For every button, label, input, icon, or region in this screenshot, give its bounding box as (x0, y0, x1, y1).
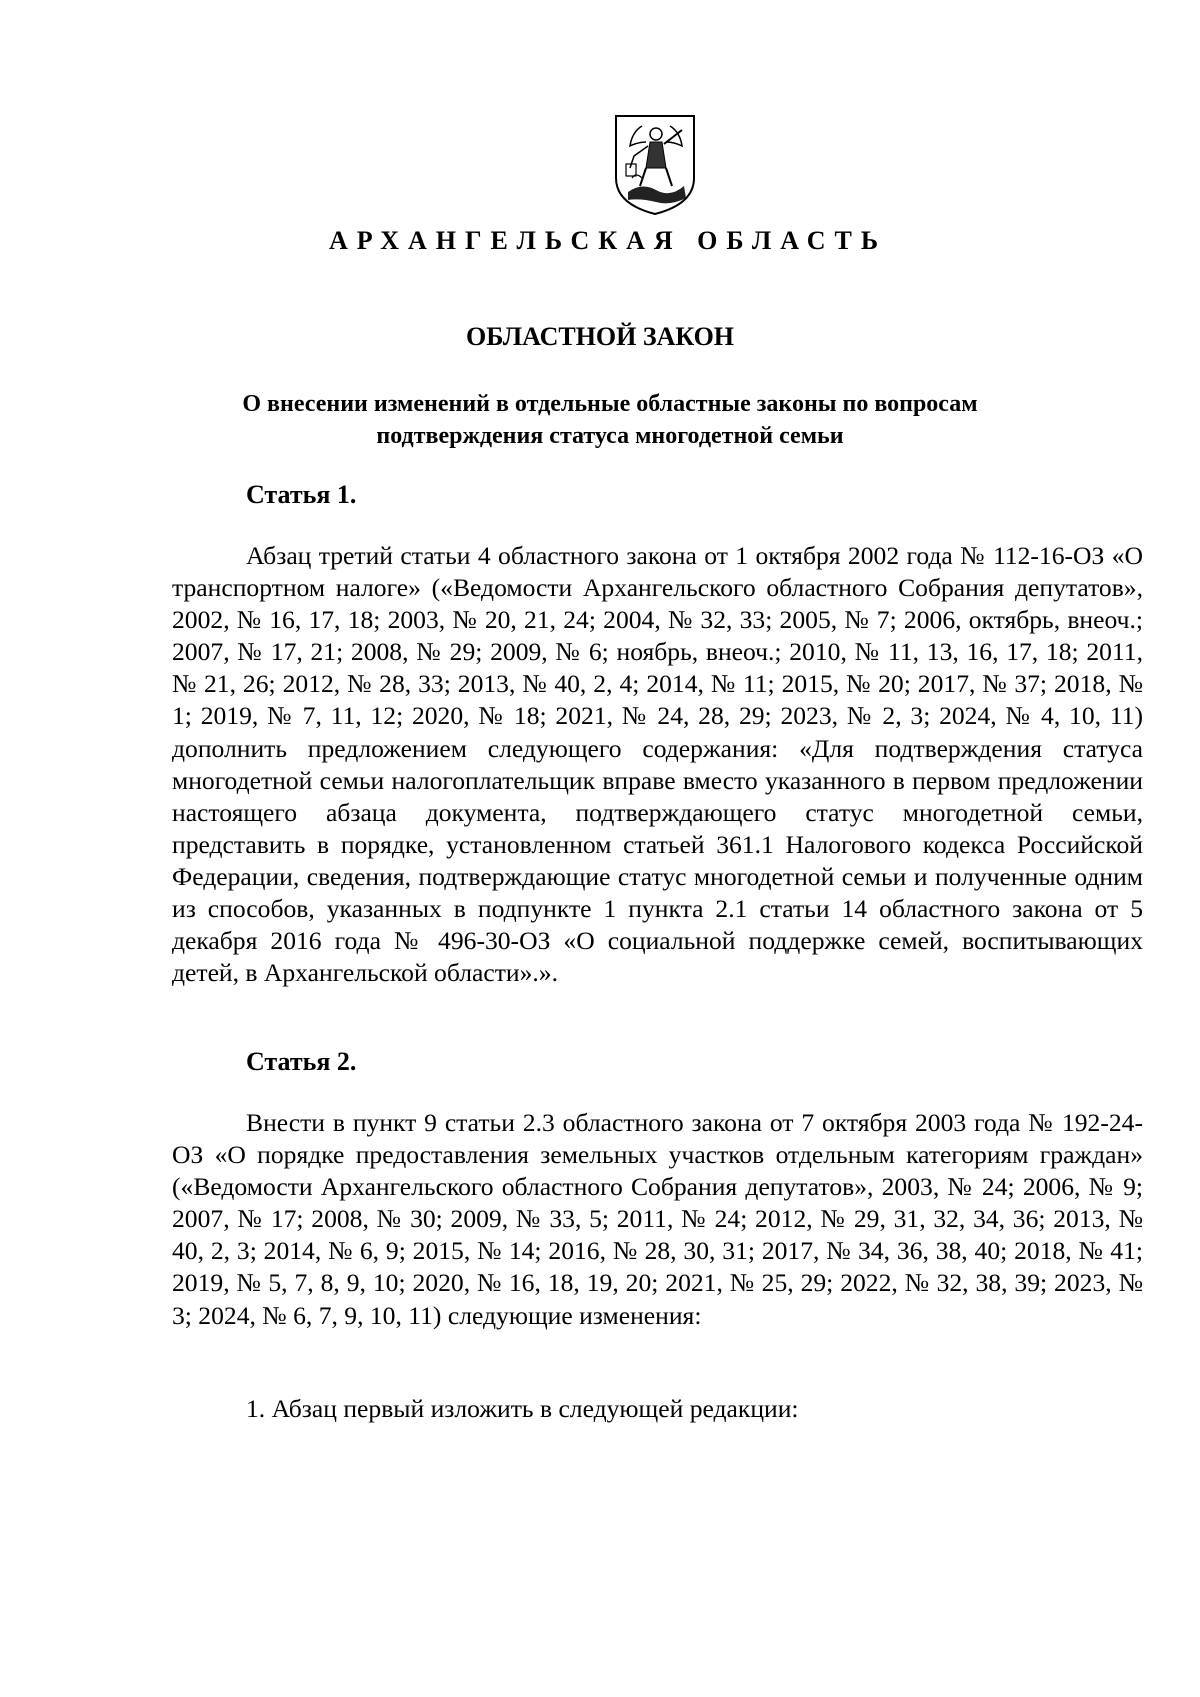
article-2-heading: Статья 2. (246, 1047, 357, 1076)
article-1-heading: Статья 1. (246, 480, 357, 509)
law-type-heading: ОБЛАСТНОЙ ЗАКОН (465, 322, 735, 351)
arkhangelsk-coat-of-arms-icon (612, 112, 698, 218)
law-title-line-1: О внесении изменений в отдельные областные законы по вопросам (242, 391, 978, 417)
law-title-line-2: подтверждения статуса многодетной семьи (376, 423, 844, 449)
law-title (190, 388, 1030, 452)
article-1-paragraph: Абзац третий статьи 4 областного закона от 1 октября 2002 года № 112-16-ОЗ «О транспортном налоге» («Ведомости Архангельского областного Собрания депутатов», 2002, № 16, 17, 18; 2003, № 20, 21, 24; 2004, № 32, 33; 2005, № 7; 2006, октябрь, внеоч.; 2007, № 17, 21; 2008, № 29; 2009, № 6; ноябрь, внеоч.; 2010, № 11, 13, 16, 17, 18; 2011, № 21, 26; 2012, № 28, 33; 2013, № 40, 2, 4; 2014, № 11; 2015, № 20; 2017, № 37; 2018, № 1; 2019, № 7, 11, 12; 2020, № 18; 2021, № 24, 28, 29; 2023, № 2, 3; 2024, № 4, 10, 11) дополнить предложением следующего содержания: «Для подтверждения статуса многодетной семьи налогоплательщик вправе вместо указанного в первом предложении настоящего абзаца документа, подтверждающего статус многодетной семьи, представить в порядке, установленном статьей 361.1 Налогового кодекса Российской Федерации, сведения, подтверждающие статус многодетной семьи и полученные одним из способов, указанных в подпункте 1 пункта 2.1 статьи 14 областного закона от 5 декабря 2016 года № 496-30-ОЗ «О социальной поддержке семей, воспитывающих детей, в Архангельской области».». (172, 541, 1143, 988)
article-2-paragraph: Внести в пункт 9 статьи 2.3 областного закона от 7 октября 2003 года № 192-24-ОЗ «О порядке предоставления земельных участков отдельным категориям граждан» («Ведомости Архангельского областного Собрания депутатов», 2003, № 24; 2006, № 9; 2007, № 17; 2008, № 30; 2009, № 33, 5; 2011, № 24; 2012, № 29, 31, 32, 34, 36; 2013, № 40, 2, 3; 2014, № 6, 9; 2015, № 14; 2016, № 28, 30, 31; 2017, № 34, 36, 38, 40; 2018, № 41; 2019, № 5, 7, 8, 9, 10; 2020, № 16, 18, 19, 20; 2021, № 25, 29; 2022, № 32, 38, 39; 2023, № 3; 2024, № 6, 7, 9, 10, 11) следующие изменения: (172, 1108, 1143, 1330)
article-2-item-1: 1. Абзац первый изложить в следующей редакции: (246, 1394, 799, 1423)
region-name: АРХАНГЕЛЬСКАЯ ОБЛАСТЬ (328, 226, 888, 255)
